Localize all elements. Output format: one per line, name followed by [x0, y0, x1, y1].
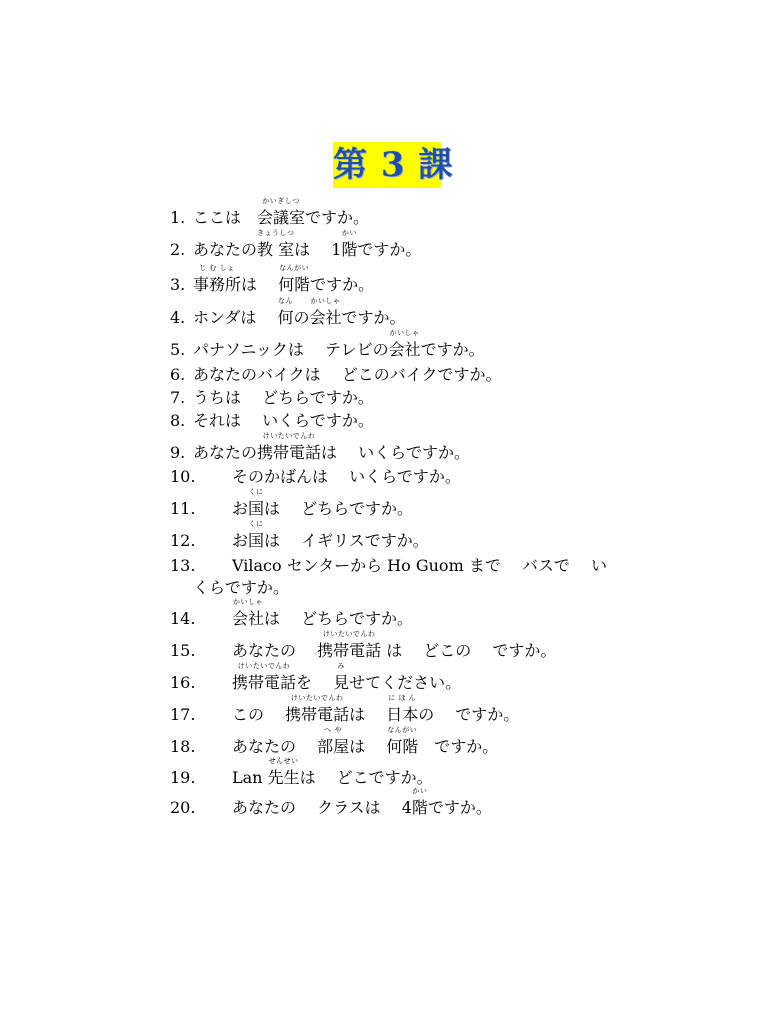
question-text [232, 757, 433, 788]
furigana: かいぎしつ [262, 197, 300, 205]
question-line [170, 726, 670, 757]
kanji-base: 携帯電話 [232, 673, 297, 692]
question-line [170, 329, 670, 360]
question-number: 16. [170, 673, 196, 692]
text-segment: Lan [232, 768, 268, 787]
question-number: 9. [170, 443, 186, 462]
question-text [193, 365, 501, 385]
text-segment: の [293, 308, 310, 327]
text-segment: は [241, 275, 279, 294]
text-segment: は イギリスですか。 [264, 531, 429, 550]
question-number: 20. [170, 798, 196, 817]
ruby-word [277, 297, 294, 328]
text-segment: あなたの [193, 443, 258, 462]
text-segment: ですか。 [420, 340, 485, 359]
question-line [170, 757, 670, 788]
question-text [193, 197, 370, 228]
question-line [170, 694, 670, 725]
question-text [232, 598, 413, 629]
question-text [193, 329, 485, 360]
question-number: 11. [170, 499, 196, 518]
question-number: 6. [170, 365, 186, 384]
text-segment: ですか。 [427, 798, 492, 817]
kanji-base: 携帯電話 [317, 641, 382, 660]
text-segment: お [232, 499, 249, 518]
question-line [170, 467, 670, 487]
kanji-base: 携帯電話 [257, 443, 322, 462]
text-segment: ですか。 [418, 737, 499, 756]
kanji-base: 階 [341, 240, 358, 259]
kanji-base: 階 [411, 798, 428, 817]
ruby-word [317, 726, 350, 757]
furigana: けいたいでんわ [262, 432, 316, 440]
ruby-word [341, 229, 358, 260]
kanji-base: 事務所 [193, 275, 242, 294]
question-line [170, 520, 670, 551]
furigana: かい [341, 229, 357, 237]
text-segment: それは いくらですか。 [193, 411, 374, 430]
question-number: 8. [170, 411, 186, 430]
ruby-word [248, 520, 265, 551]
question-number: 1. [170, 208, 186, 227]
question-line [170, 365, 670, 385]
kanji-base: 国 [248, 531, 265, 550]
text-segment: は どちらですか。 [264, 499, 413, 518]
text-segment: は いくらですか。 [321, 443, 470, 462]
question-text [193, 264, 375, 295]
ruby-word [411, 787, 428, 818]
question-line [170, 197, 670, 228]
ruby-word [309, 297, 342, 328]
text-segment: は 1 [294, 240, 342, 259]
question-number: 19. [170, 768, 196, 787]
furigana: なん [277, 297, 293, 305]
text-segment: あなたのバイクは どこのバイクですか。 [193, 365, 502, 384]
question-line [170, 787, 670, 818]
question-line [170, 297, 670, 328]
question-number: 5. [170, 340, 186, 359]
question-line [170, 432, 670, 463]
question-line [170, 488, 670, 519]
text-segment: は [349, 705, 387, 724]
text-segment: せてください。 [349, 673, 462, 692]
ruby-word [285, 694, 350, 725]
question-text [193, 578, 289, 598]
ruby-word [278, 264, 311, 295]
question-number: 10. [170, 467, 196, 486]
ruby-word [257, 432, 322, 463]
text-segment: お [232, 531, 249, 550]
question-text [232, 726, 499, 757]
question-text [193, 432, 470, 463]
kanji-base: 何階 [386, 737, 419, 756]
text-segment: ですか。 [357, 240, 422, 259]
furigana: くに [248, 488, 264, 496]
text-segment: ですか。 [305, 208, 370, 227]
question-number: 13. [170, 556, 196, 575]
text-segment: ですか。 [310, 275, 375, 294]
question-number: 17. [170, 705, 196, 724]
furigana: に ほ ん [388, 694, 417, 702]
furigana: へ や [324, 726, 342, 734]
question-text [232, 694, 520, 725]
ruby-word [386, 694, 419, 725]
kanji-base: 何 [277, 308, 294, 327]
furigana: きょうしつ [257, 229, 295, 237]
question-number: 12. [170, 531, 196, 550]
furigana: けいたいでんわ [322, 630, 376, 638]
kanji-base: 国 [248, 499, 265, 518]
text-segment: この [232, 705, 286, 724]
text-segment: は どこの ですか。 [381, 641, 557, 660]
kanji-base: 会社 [309, 308, 342, 327]
text-segment: は どこですか。 [299, 768, 433, 787]
furigana: かいしゃ [233, 598, 263, 606]
question-text [193, 229, 422, 260]
text-segment: は どちらですか。 [264, 609, 413, 628]
question-text [232, 556, 607, 576]
ruby-word [267, 757, 300, 788]
kanji-base: 先生 [267, 768, 300, 787]
question-text [232, 787, 492, 818]
question-text [193, 297, 406, 328]
ruby-word [333, 662, 350, 693]
question-line [170, 630, 670, 661]
kanji-base: 携帯電話 [285, 705, 350, 724]
ruby-word [388, 329, 421, 360]
question-text [193, 388, 374, 408]
kanji-base: 会社 [232, 609, 265, 628]
text-segment: ホンダは [193, 308, 278, 327]
lesson-title: 第 3 課 [333, 142, 441, 188]
question-line [170, 388, 670, 408]
ruby-word [232, 598, 265, 629]
ruby-word [193, 264, 242, 295]
question-text [193, 411, 374, 431]
text-segment: そのかばんは いくらですか。 [232, 467, 461, 486]
furigana: せんせい [268, 757, 299, 765]
ruby-word [386, 726, 419, 757]
text-segment: うちは どちらですか。 [193, 388, 374, 407]
question-number: 3. [170, 275, 186, 294]
text-segment: ですか。 [341, 308, 406, 327]
text-segment: あなたの [232, 737, 318, 756]
text-segment: パナソニックは テレビの [193, 340, 389, 359]
kanji-base: 部屋 [317, 737, 350, 756]
text-segment: あなたの [232, 641, 318, 660]
ruby-word [232, 662, 297, 693]
ruby-word [257, 229, 295, 260]
kanji-base: 見 [333, 673, 350, 692]
question-line [170, 556, 670, 576]
text-segment: は [349, 737, 387, 756]
question-line [170, 229, 670, 260]
furigana: かい [412, 787, 428, 795]
question-number: 4. [170, 308, 186, 327]
furigana: なんがい [387, 726, 418, 734]
text-segment: の ですか。 [418, 705, 520, 724]
text-segment: くらですか。 [193, 578, 289, 597]
question-line [170, 264, 670, 295]
question-number: 2. [170, 240, 186, 259]
question-text [232, 662, 462, 693]
question-text [232, 520, 429, 551]
question-number: 7. [170, 388, 186, 407]
question-text [232, 630, 557, 661]
furigana: かいしゃ [310, 297, 341, 305]
kanji-base: 教 室 [257, 240, 295, 259]
question-line [170, 411, 670, 431]
furigana: なんがい [279, 264, 310, 272]
question-number: 18. [170, 737, 196, 756]
furigana: けいたいでんわ [237, 662, 291, 670]
question-line [170, 662, 670, 693]
question-line [170, 598, 670, 629]
furigana: くに [248, 520, 264, 528]
ruby-word [257, 197, 306, 228]
question-number: 14. [170, 609, 196, 628]
furigana: み [337, 662, 345, 670]
text-segment: を [296, 673, 334, 692]
text-segment: あなたの クラスは 4 [232, 798, 412, 817]
text-segment: ここは [193, 208, 258, 227]
question-text [232, 488, 413, 519]
kanji-base: 会議室 [257, 208, 306, 227]
furigana: じ む しょ [199, 264, 235, 272]
text-segment: あなたの [193, 240, 258, 259]
ruby-word [317, 630, 382, 661]
question-line [170, 578, 670, 598]
kanji-base: 何階 [278, 275, 311, 294]
text-segment: Vilaco センターから Ho Guom まで バスで い [232, 556, 607, 575]
kanji-base: 会社 [388, 340, 421, 359]
kanji-base: 日本 [386, 705, 419, 724]
question-number: 15. [170, 641, 196, 660]
furigana: かいしゃ [389, 329, 420, 337]
ruby-word [248, 488, 265, 519]
question-text [232, 467, 461, 487]
furigana: けいたいでんわ [290, 694, 344, 702]
